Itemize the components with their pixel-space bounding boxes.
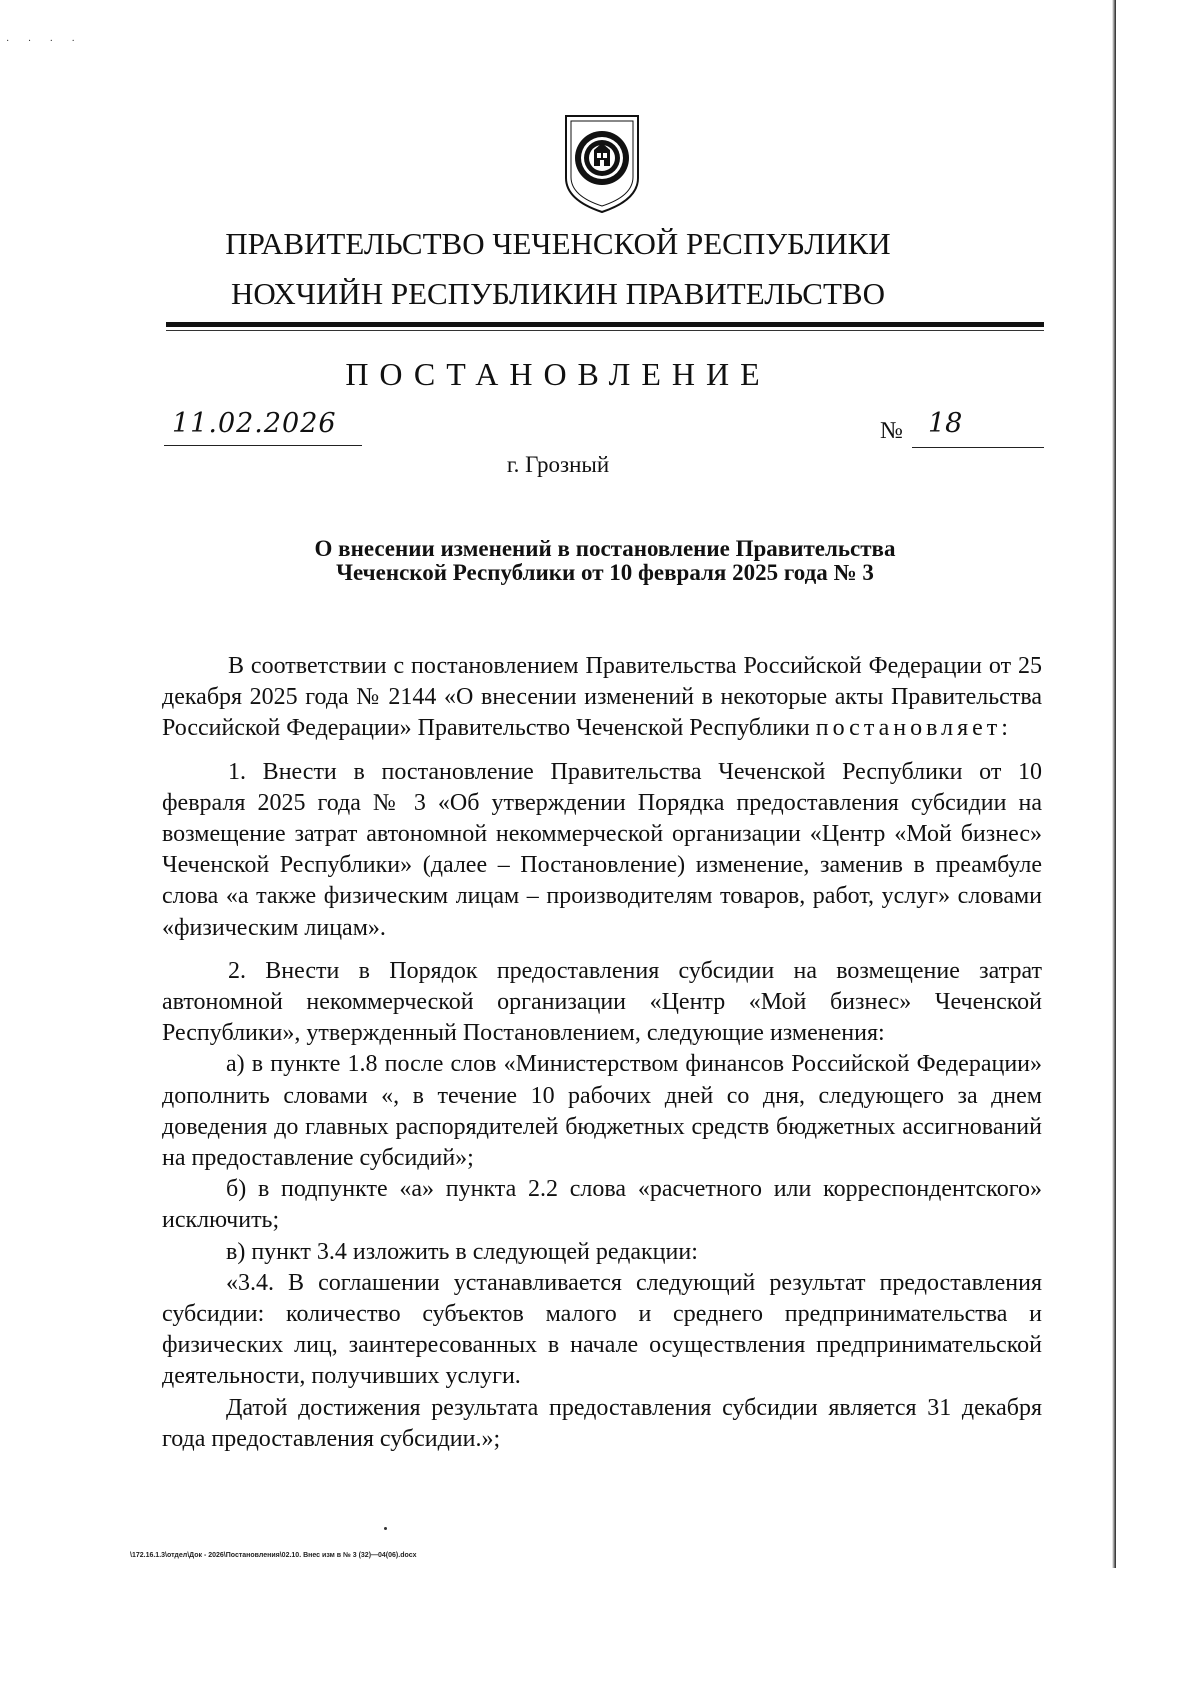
scan-speck: [384, 1527, 387, 1530]
document-date: 11.02.2026: [172, 408, 337, 439]
government-name-russian: ПРАВИТЕЛЬСТВО ЧЕЧЕНСКОЙ РЕСПУБЛИКИ: [225, 226, 891, 261]
subject-line-2: Чеченской Республики от 10 февраля 2025 года № 3: [336, 560, 874, 585]
government-name-chechen: НОХЧИЙН РЕСПУБЛИКИН ПРАВИТЕЛЬСТВО: [231, 276, 885, 311]
document-type: ПОСТАНОВЛЕНИЕ: [345, 356, 771, 392]
preamble-paragraph: [162, 651, 1042, 745]
document-subject: [166, 537, 1044, 585]
result-date-paragraph: Датой достижения результата предоставления субсидии является 31 декабря года предоставления субсидии.»;: [162, 1394, 1042, 1452]
subitem-b-paragraph: б) в подпункте «а» пункта 2.2 слова «расчетного или корреспондентского» исключить;: [162, 1176, 1042, 1234]
document-body: [162, 651, 1042, 1455]
subject-line-1: О внесении изменений в постановление Правительства: [314, 536, 896, 561]
scan-artifact: · · · ·: [6, 36, 83, 47]
subitem-c-paragraph: в) пункт 3.4 изложить в следующей редакции:: [226, 1238, 698, 1265]
number-label: №: [880, 418, 903, 444]
item-2-paragraph: 2. Внести в Порядок предоставления субсидии на возмещение затрат автономной некоммерческой организации «Центр «Мой бизнес» Чеченской Республики», утвержденный Постановлением, следующие изменения:: [162, 957, 1042, 1047]
item-1-paragraph: 1. Внести в постановление Правительства Чеченской Республики от 10 февраля 2025 года № 3 «Об утверждении Порядка предоставления субсидии на возмещение затрат автономной некоммерческой организации «Центр «Мой бизнес» Чеченской Республики» (далее – Постановление) изменение, заменив в преамбуле слова «а также физическим лицам – производителям товаров, работ, услуг» словами «физическим лицам».: [162, 758, 1042, 941]
file-path-footer: \172.16.1.3\отдел\Док - 2026\Постановления\02.10. Внес изм в № 3 (32)—04(06).docx: [130, 1552, 417, 1559]
subitem-a-paragraph: а) в пункте 1.8 после слов «Министерством финансов Российской Федерации» дополнить словами «, в течение 10 рабочих дней со дня, следующего за днем доведения до главных распорядителей бюджетных средств бюджетных ассигнований на предоставление субсидий»;: [162, 1051, 1042, 1172]
header-rule-thin: [166, 330, 1044, 331]
decree-word: постановляет:: [815, 715, 1012, 742]
clause-3-4-paragraph: «3.4. В соглашении устанавливается следующий результат предоставления субсидии: количество субъектов малого и среднего предпринимательства и физических лиц, заинтересованных в начале осуществления предпринимательской деятельности, получивших услуги.: [162, 1269, 1042, 1390]
number-underline: [912, 447, 1044, 448]
coat-of-arms-icon: [560, 112, 644, 214]
document-number: 18: [928, 408, 963, 439]
date-underline: [164, 445, 362, 446]
document-city: г. Грозный: [506, 452, 610, 477]
preamble-text: В соответствии с постановлением Правительства Российской Федерации от 25 декабря 2025 года № 2144 «О внесении изменений в некоторые акты Правительства Российской Федерации» Правительство Чеченской Республики: [162, 653, 1042, 742]
header-rule: [166, 322, 1044, 327]
